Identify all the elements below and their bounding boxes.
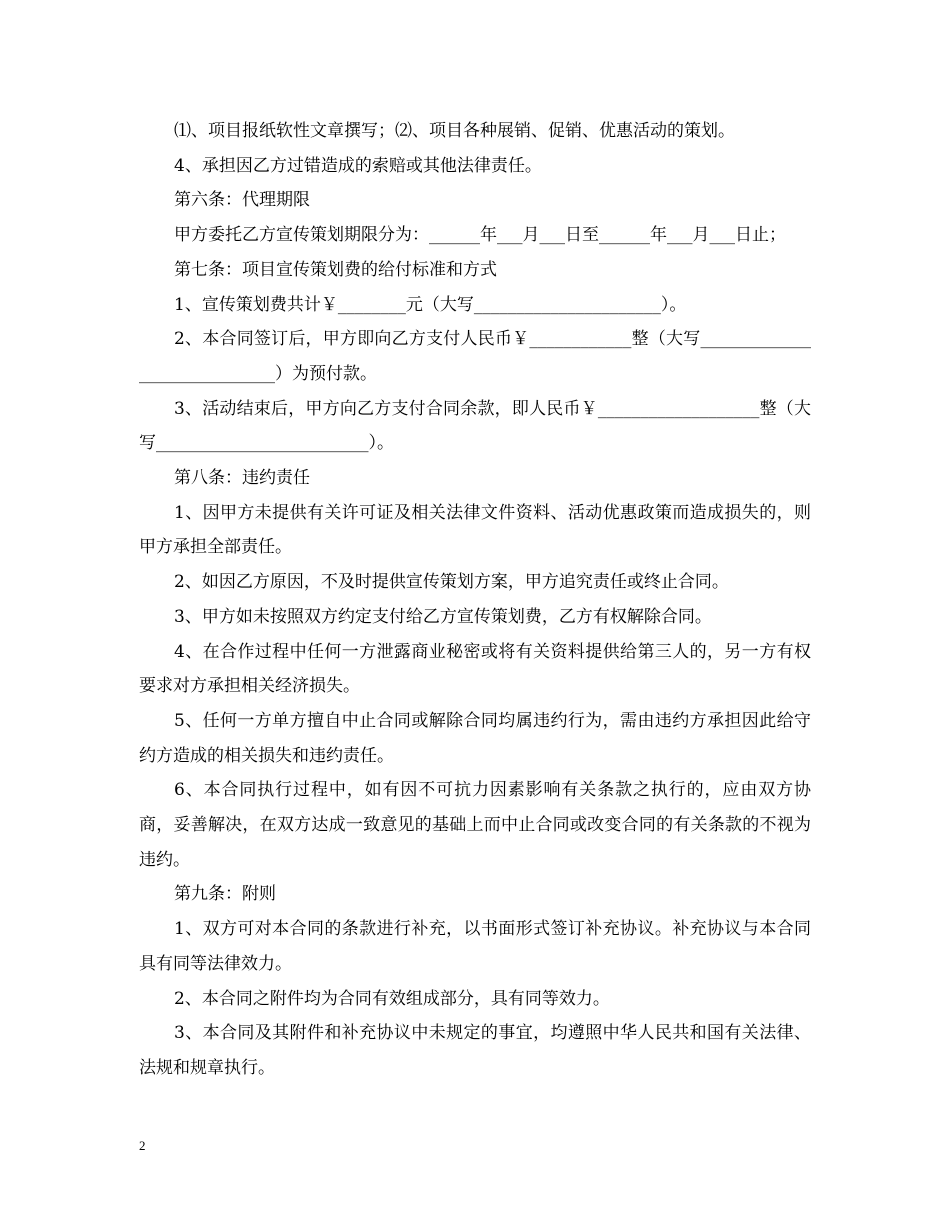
heading-article-9: 第九条：附则 [174, 884, 276, 905]
paragraph-breach-4: 4、在合作过程中任何一方泄露商业秘密或将有关资料提供给第三人的，另一方有权要求对方承担相关经济损失。 [139, 641, 811, 697]
paragraph-breach-3: 3、甲方如未按照双方约定支付给乙方宣传策划费，乙方有权解除合同。 [174, 606, 712, 627]
paragraph-agency-term: 甲方委托乙方宣传策划期限分为：______年___月___日至______年___月___日止； [174, 225, 786, 246]
paragraph-breach-5: 5、任何一方单方擅自中止合同或解除合同均属违约行为，需由违约方承担因此给守约方造成的相关损失和违约责任。 [139, 710, 811, 766]
paragraph-project-items: ⑴、项目报纸软性文章撰写；⑵、项目各种展销、促销、优惠活动的策划。 [174, 121, 735, 141]
heading-article-8: 第八条：违约责任 [174, 468, 310, 489]
paragraph-annex-2: 2、本合同之附件均为合同有效组成部分，具有同等效力。 [174, 988, 610, 1009]
paragraph-annex-1: 1、双方可对本合同的条款进行补充，以书面形式签订补充协议。补充协议与本合同具有同等法律效力。 [139, 919, 811, 974]
heading-article-7: 第七条：项目宣传策划费的给付标准和方式 [174, 259, 497, 280]
paragraph-annex-3: 3、本合同及其附件和补充协议中未规定的事宜，均遵照中华人民共和国有关法律、法规和规章执行。 [139, 1023, 811, 1078]
paragraph-total-fee: 1、宣传策划费共计￥________元（大写______________________）。 [174, 294, 687, 315]
page-number: 2 [139, 1138, 146, 1153]
paragraph-liability: 4、承担因乙方过错造成的索赔或其他法律责任。 [174, 155, 542, 176]
paragraph-advance-payment: 2、本合同签订后，甲方即向乙方支付人民币￥____________整（大写_____________________________）为预付款。 [139, 329, 811, 384]
heading-article-6: 第六条：代理期限 [174, 190, 310, 211]
paragraph-final-payment: 3、活动结束后，甲方向乙方支付合同余款，即人民币￥___________________整（大写_________________________）。 [139, 398, 811, 454]
paragraph-breach-1: 1、因甲方未提供有关许可证及相关法律文件资料、活动优惠政策而造成损失的，则甲方承担全部责任。 [139, 502, 811, 558]
document-body [139, 114, 811, 1086]
paragraph-breach-2: 2、如因乙方原因，不及时提供宣传策划方案，甲方追究责任或终止合同。 [174, 572, 729, 593]
paragraph-breach-6: 6、本合同执行过程中，如有因不可抗力因素影响有关条款之执行的，应由双方协商，妥善解决，在双方达成一致意见的基础上而中止合同或改变合同的有关条款的不视为违约。 [139, 780, 811, 870]
